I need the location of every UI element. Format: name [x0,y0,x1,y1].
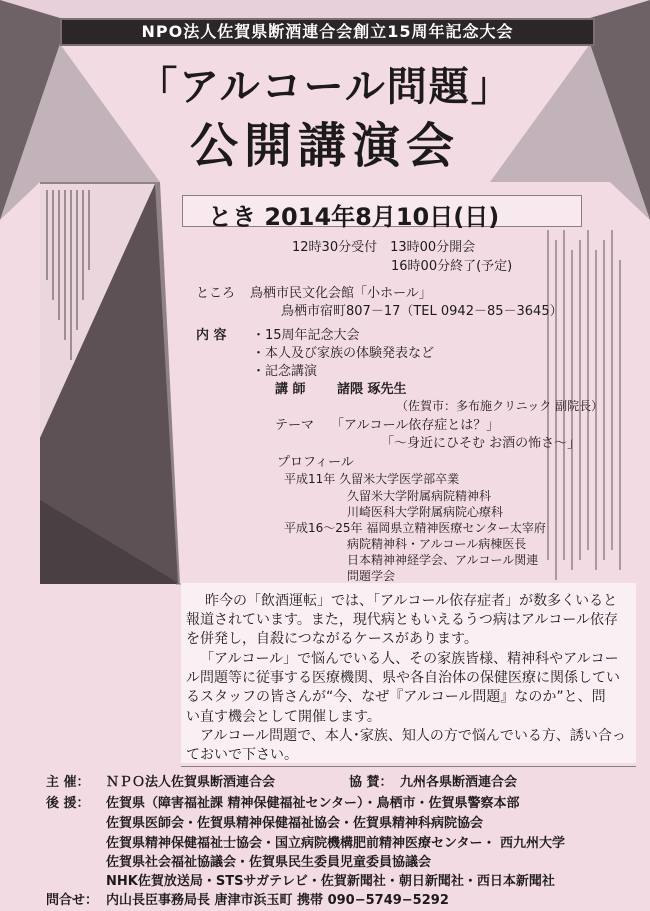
venue-name: 鳥栖市民文化会館「小ホール」 [250,286,432,301]
description-line: るスタッフの皆さんが“今、なぜ『アルコール問題』なのか”と、問 [186,689,606,705]
venue-label: ところ [196,286,236,301]
content-label: 内 容 [196,328,227,343]
description-line: 「アルコール」で悩んでいる人、その家族皆様、精神科やアルコー [200,651,619,667]
contact-label: 問合せ： [46,893,99,908]
support-line: NHK佐賀放送局・STSサガテレビ・佐賀新聞社・朝日新聞社・西日本新聞社 [106,874,555,889]
host-label: 主 催： [46,775,90,790]
description-line: 昨今の「飲酒運転」では、「アルコール依存症者」が数多くいると [205,593,618,609]
support-line: 佐賀県精神保健福祉士協会・国立病院機構肥前精神医療センター・ 西九州大学 [106,836,566,851]
time-line-2: 16時00分終了(予定) [391,259,513,274]
theme-main: 「アルコール依存症とは？」 [331,418,500,433]
theme-sub: 「～身近にひそむ お酒の怖さ～」 [381,436,581,451]
support-line: 佐賀県（障害福祉課 精神保健福祉センター）・鳥栖市・佐賀県警察本部 [106,796,520,811]
support-label: 後 援： [46,796,90,811]
profile-line: 久留米大学附属病院精神科 [347,489,492,503]
profile-line: 病院精神科・アルコール病棟医長 [347,537,527,551]
content-item-2: ・本人及び家族の体験発表など [252,346,435,361]
description-line: 報道されています。また，現代病ともいえるうつ病はアルコール依存 [186,612,619,628]
contact-info: 内山長臣事務局長 唐津市浜玉町 携帯 090−5749−5292 [106,893,449,908]
host-name: ＮＰＯ法人佐賀県断酒連合会 [106,775,276,790]
title-line-2: 公開講演会 [189,118,460,174]
cosponsor-label: 協 賛： [349,775,393,790]
description-line: アルコール問題で、本人･家族、知人の方で悩んでいる方、誘い合っ [200,728,626,744]
profile-line: 平成16～25年 福岡県立精神医療センター太宰府 [284,521,546,535]
theme-label: テーマ [275,418,315,433]
profile-line: 川崎医科大学附属病院心療科 [347,505,504,519]
description-line: ル問題等に従事する医療機関、県や各自治体の保健医療に関係してい [186,670,620,686]
support-line: 佐賀県医師会・佐賀県精神保健福祉協会・佐賀県精神科病院協会 [106,816,484,831]
support-line: 佐賀県社会福祉協議会・佐賀県民生委員児童委員協議会 [106,855,432,870]
content-item-3: ・記念講演 [252,364,318,379]
cosponsor-name: 九州各県断酒連合会 [400,775,518,790]
profile-label: プロフィール [277,455,354,470]
speaker-affiliation: （佐賀市：多布施クリニック 副院長） [396,399,604,413]
speaker-name: 諸隈 琢先生 [337,382,407,397]
description-line: い直す機会として開催します。 [186,709,381,725]
profile-line: 平成11年 久留米大学医学部卒業 [284,472,460,486]
speaker-label: 講 師 [275,382,306,397]
title-line-1: 「アルコール問題」 [137,64,513,110]
description-line: を併発し，自殺につながるケースがあります。 [186,631,478,647]
profile-line: 問題学会 [347,569,396,583]
time-line-1: 12時30分受付 13時00分開会 [292,240,476,255]
profile-line: 日本精神神経学会、アルコール関連 [347,553,539,567]
content-item-1: ・15周年記念大会 [252,328,360,343]
description-line: ておいで下さい。 [186,747,298,763]
venue-address: 鳥栖市宿町807－17（TEL 0942－85－3645） [281,304,563,319]
event-date: とき 2014年8月10日(日) [208,203,500,231]
event-banner: NPO法人佐賀県断酒連合会創立15周年記念大会 [60,18,595,46]
